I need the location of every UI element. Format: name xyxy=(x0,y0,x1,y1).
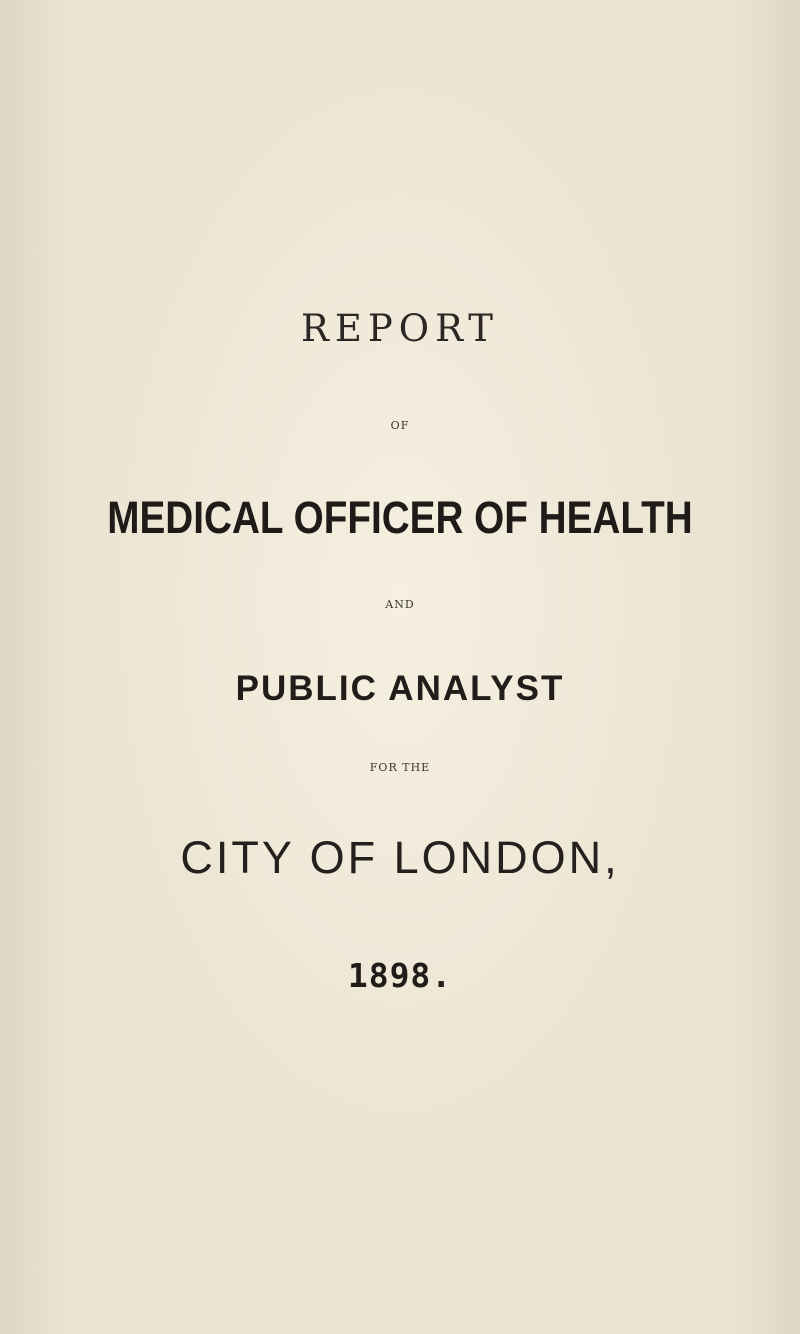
for-the-connector: FOR THE xyxy=(369,761,431,774)
city-of-london-heading: CITY OF LONDON, xyxy=(180,832,620,883)
medical-officer-heading: MEDICAL OFFICER OF HEALTH xyxy=(107,492,693,543)
and-connector: AND xyxy=(385,598,415,611)
public-analyst-heading: PUBLIC ANALYST xyxy=(235,669,565,708)
report-heading: REPORT xyxy=(301,307,499,350)
of-connector: OF xyxy=(390,419,410,432)
year-heading: 1898. xyxy=(347,956,453,995)
